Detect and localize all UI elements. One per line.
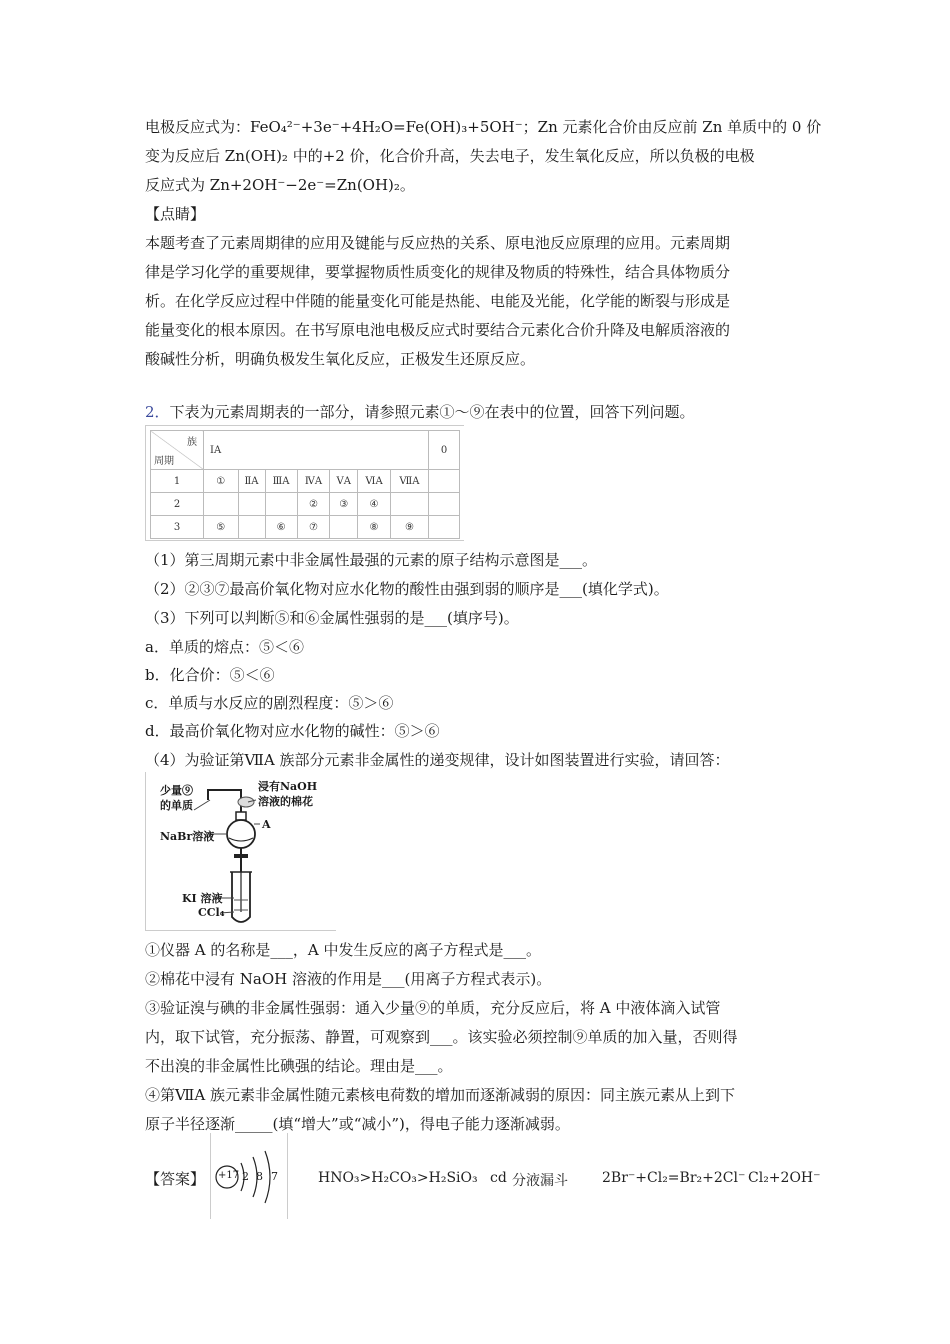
element-cell: ⑦ <box>297 516 330 539</box>
element-cell: ⅡA <box>238 470 265 493</box>
dianjing-line-4: 能量变化的根本原因。在书写原电池电极反应式时要结合元素化合价升降及电解质溶液的 <box>145 321 731 339</box>
atom-structure-diagram <box>210 1133 288 1219</box>
table-row <box>151 516 460 539</box>
atom-shell-2: 8 <box>256 1170 263 1183</box>
corner-group-label: 族 <box>187 437 197 448</box>
option-a: a．单质的熔点：⑤＜⑥ <box>145 638 304 656</box>
dianjing-heading: 【点睛】 <box>145 205 206 223</box>
option-d: d．最高价氧化物对应水化物的碱性：⑤＞⑥ <box>145 722 440 740</box>
element-cell <box>330 516 358 539</box>
dianjing-line-1: 本题考查了元素周期律的应用及键能与反应热的关系、原电池反应原理的应用。元素周期 <box>145 234 731 252</box>
label-nabr: NaBr溶液 <box>160 830 215 843</box>
apparatus-figure <box>145 772 336 931</box>
step-3-line-2: 内，取下试管，充分振荡、静置，可观察到___。该实验必须控制⑨单质的加入量，否则得 <box>145 1028 738 1046</box>
sub-question-2: （2）②③⑦最高价氧化物对应水化物的酸性由强到弱的顺序是___(填化学式)。 <box>145 580 669 598</box>
sub-question-4: （4）为验证第ⅦA 族部分元素非金属性的递变规律，设计如图装置进行实验，请回答： <box>145 751 730 769</box>
answer-equation-1: 2Br⁻+Cl₂=Br₂+2Cl⁻ <box>602 1170 746 1186</box>
question-number: 2． <box>145 403 170 421</box>
element-cell <box>429 516 460 539</box>
element-cell <box>204 493 239 516</box>
option-b: b．化合价：⑤＜⑥ <box>145 666 275 684</box>
element-cell: ⅥA <box>358 470 391 493</box>
table-header-row <box>151 431 460 470</box>
corner-period-label: 周期 <box>154 456 174 467</box>
option-c: c．单质与水反应的剧烈程度：⑤＞⑥ <box>145 694 394 712</box>
element-cell: ① <box>204 470 239 493</box>
group-header-1a: ⅠA <box>204 431 239 470</box>
element-cell: ③ <box>330 493 358 516</box>
question-stem <box>145 402 695 422</box>
prev-line-2: 变为反应后 Zn(OH)₂ 中的+2 价，化合价升高，失去电子，发生氧化反应，所以负极的电极 <box>145 147 755 165</box>
element-cell <box>238 493 265 516</box>
periodic-table-figure <box>145 425 464 541</box>
period-cell: 2 <box>151 493 204 516</box>
element-cell <box>390 493 428 516</box>
element-cell: ⑨ <box>390 516 428 539</box>
label-gas: 少量⑨ <box>160 784 193 797</box>
step-3-line-3: 不出溴的非金属性比碘强的结论。理由是___。 <box>145 1057 453 1075</box>
step-3-line-1: ③验证溴与碘的非金属性强弱：通入少量⑨的单质，充分反应后，将 A 中液体滴入试管 <box>145 999 721 1017</box>
atom-nucleus: +17 <box>218 1170 240 1181</box>
element-cell: ⑥ <box>265 516 297 539</box>
answer-label: 【答案】 <box>145 1170 206 1188</box>
dianjing-line-5: 酸碱性分析，明确负极发生氧化反应，正极发生还原反应。 <box>145 350 536 368</box>
step-4-line-2: 原子半径逐渐_____(填“增大”或“减小”)，得电子能力逐渐减弱。 <box>145 1115 570 1133</box>
table-row <box>151 470 460 493</box>
table-corner-cell <box>151 431 204 470</box>
element-cell: ⑤ <box>204 516 239 539</box>
element-cell: ⅢA <box>265 470 297 493</box>
question-stem-text: 下表为元素周期表的一部分，请参照元素①～⑨在表中的位置，回答下列问题。 <box>169 403 695 421</box>
step-2: ②棉花中浸有 NaOH 溶液的作用是___(用离子方程式表示)。 <box>145 970 552 988</box>
atom-shell-3: 7 <box>271 1170 278 1183</box>
sub-question-1: （1）第三周期元素中非金属性最强的元素的原子结构示意图是___。 <box>145 551 598 569</box>
dianjing-line-2: 律是学习化学的重要规律，要掌握物质性质变化的规律及物质的特殊性，结合具体物质分 <box>145 263 731 281</box>
step-4-line-1: ④第ⅦA 族元素非金属性随元素核电荷数的增加而逐渐减弱的原因：同主族元素从上到下 <box>145 1086 735 1104</box>
periodic-table <box>150 430 460 539</box>
answer-equation-2: Cl₂+2OH⁻ <box>748 1170 821 1186</box>
element-cell <box>265 493 297 516</box>
answer-acid-order: HNO₃>H₂CO₃>H₂SiO₃ <box>318 1170 478 1186</box>
label-cotton-2: 溶液的棉花 <box>258 795 313 808</box>
answer-instrument: 分液漏斗 <box>512 1173 568 1189</box>
label-cotton: 浸有NaOH <box>258 780 318 793</box>
element-cell: ⑧ <box>358 516 391 539</box>
answer-option: cd <box>490 1170 507 1186</box>
label-ki: KI 溶液 <box>182 892 223 905</box>
prev-line-3: 反应式为 Zn+2OH⁻−2e⁻=Zn(OH)₂。 <box>145 176 415 194</box>
period-cell: 1 <box>151 470 204 493</box>
element-cell <box>238 516 265 539</box>
table-row <box>151 493 460 516</box>
element-cell: ⅣA <box>297 470 330 493</box>
sub-question-3: （3）下列可以判断⑤和⑥金属性强弱的是___(填序号)。 <box>145 609 519 627</box>
element-cell <box>429 470 460 493</box>
element-cell: ② <box>297 493 330 516</box>
label-ccl4: CCl₄ <box>198 906 225 919</box>
period-cell: 3 <box>151 516 204 539</box>
step-1: ①仪器 A 的名称是___，A 中发生反应的离子方程式是___。 <box>145 941 541 959</box>
group-header-spacer <box>238 431 429 470</box>
label-gas-2: 的单质 <box>160 799 193 812</box>
dianjing-line-3: 析。在化学反应过程中伴随的能量变化可能是热能、电能及光能，化学能的断裂与形成是 <box>145 292 731 310</box>
label-a: A <box>262 818 271 831</box>
element-cell: ⅦA <box>390 470 428 493</box>
group-header-0: 0 <box>429 431 460 470</box>
atom-shell-1: 2 <box>242 1170 249 1183</box>
element-cell: ⅤA <box>330 470 358 493</box>
element-cell: ④ <box>358 493 391 516</box>
element-cell <box>429 493 460 516</box>
prev-line-1: 电极反应式为：FeO₄²⁻+3e⁻+4H₂O=Fe(OH)₃+5OH⁻；Zn 元素化合价由反应前 Zn 单质中的 0 价 <box>145 118 822 136</box>
